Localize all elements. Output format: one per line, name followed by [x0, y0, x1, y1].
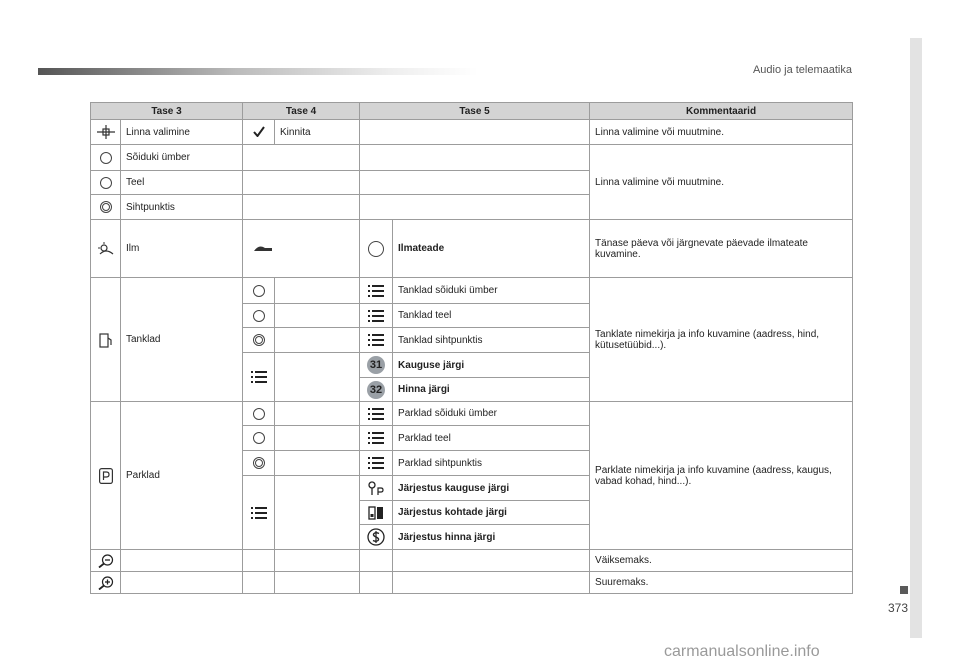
- forecast-icon: [253, 244, 273, 252]
- fuel-stations-label: Tanklad: [121, 278, 243, 402]
- fuel-station-icon: [99, 332, 113, 348]
- parking-route-label: Parklad teel: [393, 426, 590, 451]
- city-select-icon: [97, 125, 115, 139]
- on-route-icon: [253, 310, 265, 322]
- table-row: [91, 402, 853, 426]
- distance-sort-icon: [367, 480, 385, 496]
- sort-spaces-label: Järjestus kohtade järgi: [393, 501, 590, 525]
- table-row: [91, 572, 853, 594]
- zoom-out-icon: [98, 554, 114, 568]
- fuel-route-label: Tanklad teel: [393, 304, 590, 328]
- parking-comment: Parklate nimekirja ja info kuvamine (aadress, kaugus, vabad kohad, hind...).: [590, 402, 853, 550]
- side-tab: [910, 38, 922, 638]
- page-marker: [900, 586, 908, 594]
- page-number: 373: [887, 601, 908, 615]
- checkmark-icon: [253, 126, 265, 137]
- step-number-badge: 31: [367, 356, 385, 374]
- section-title: Audio ja telemaatika: [752, 64, 852, 76]
- fuel-destination-label: Tanklad sihtpunktis: [393, 328, 590, 353]
- destination-icon: [100, 201, 112, 213]
- fuel-around-label: Tanklad sõiduki ümber: [393, 278, 590, 304]
- city-comment: Linna valimine või muutmine.: [590, 120, 853, 145]
- list-icon: [368, 407, 384, 421]
- around-vehicle-icon: [100, 152, 112, 164]
- sort-distance-label: Järjestus kauguse järgi: [393, 476, 590, 501]
- on-route-icon: [100, 177, 112, 189]
- parking-destination-label: Parklad sihtpunktis: [393, 451, 590, 476]
- header-gradient-bar: [38, 68, 478, 75]
- table-row: [91, 145, 853, 171]
- weather-icon: [97, 242, 115, 256]
- dollar-icon: [367, 528, 385, 546]
- table-row: [91, 278, 853, 304]
- confirm-label: Kinnita: [275, 120, 360, 145]
- by-distance-label: Kauguse järgi: [393, 353, 590, 378]
- city-select-label: Linna valimine: [121, 120, 243, 145]
- destination-icon: [253, 334, 265, 346]
- header-tase4: Tase 4: [243, 103, 360, 120]
- list-icon: [368, 333, 384, 347]
- zoom-in-comment: Suuremaks.: [590, 572, 853, 594]
- destination-label: Sihtpunktis: [121, 195, 243, 220]
- table-row: [91, 120, 853, 145]
- header-kommentaarid: Kommentaarid: [590, 103, 853, 120]
- navigation-menu-table: [90, 102, 853, 594]
- table-row: [91, 220, 853, 278]
- table-row: [91, 550, 853, 572]
- on-route-label: Teel: [121, 171, 243, 195]
- list-icon: [251, 370, 267, 384]
- step-number-badge: 32: [367, 381, 385, 399]
- zoom-out-comment: Väiksemaks.: [590, 550, 853, 572]
- destination-icon: [253, 457, 265, 469]
- list-icon: [251, 506, 267, 520]
- list-icon: [368, 309, 384, 323]
- sort-price-label: Järjestus hinna järgi: [393, 525, 590, 550]
- parking-label: Parklad: [121, 402, 243, 550]
- weather-label: Ilm: [121, 220, 243, 278]
- table-header-row: [91, 103, 853, 120]
- on-route-icon: [253, 432, 265, 444]
- list-icon: [368, 431, 384, 445]
- list-icon: [368, 284, 384, 298]
- fuel-comment: Tanklate nimekirja ja info kuvamine (aadress, hind, kütusetüübid...).: [590, 278, 853, 402]
- parking-icon: [99, 468, 113, 484]
- add-circle-icon: [368, 241, 384, 257]
- area-comment: Linna valimine või muutmine.: [590, 145, 853, 220]
- parking-around-label: Parklad sõiduki ümber: [393, 402, 590, 426]
- header-tase3: Tase 3: [91, 103, 243, 120]
- by-price-label: Hinna järgi: [393, 378, 590, 402]
- header-tase5: Tase 5: [360, 103, 590, 120]
- zoom-in-icon: [98, 576, 114, 590]
- spaces-sort-icon: [368, 505, 384, 521]
- around-vehicle-icon: [253, 408, 265, 420]
- list-icon: [368, 456, 384, 470]
- around-vehicle-icon: [253, 285, 265, 297]
- weather-comment: Tänase päeva või järgnevate päevade ilmateate kuvamine.: [590, 220, 853, 278]
- around-vehicle-label: Sõiduki ümber: [121, 145, 243, 171]
- watermark: carmanualsonline.info: [664, 643, 820, 660]
- forecast-label: Ilmateade: [393, 220, 590, 278]
